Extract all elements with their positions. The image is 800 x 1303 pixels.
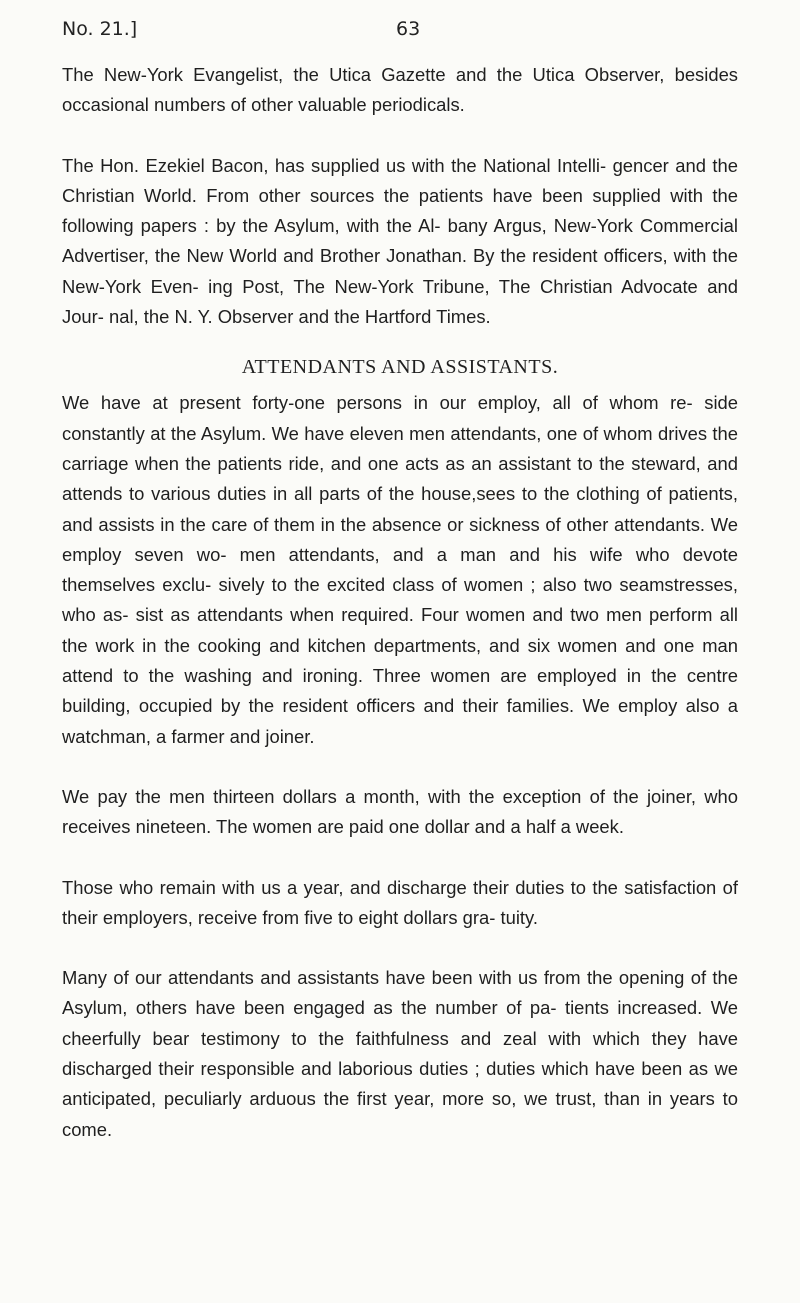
section-heading: ATTENDANTS AND ASSISTANTS. bbox=[241, 356, 559, 379]
paragraph-periodicals: The New-York Evangelist, the Utica Gazette and the Utica Observer, besides occasional numbers of other valuable periodicals. bbox=[62, 64, 738, 116]
page-body bbox=[62, 60, 738, 1175]
page-number: 63 bbox=[396, 18, 421, 40]
paragraph-gratuity: Those who remain with us a year, and discharge their duties to the satisfaction of their employers, receive from five to eight dollars gra- tuity. bbox=[62, 876, 738, 928]
report-number: No. 21.] bbox=[62, 18, 138, 40]
paragraph-testimony: Many of our attendants and assistants have been with us from the opening of the Asylum, others have been engaged as the number of pa- tients increased. We cheerfully bear testimony to the faithfulness and zeal with which they have discharged their responsible and laborious duties ; duties which have been as we anticipated, peculiarly arduous the first year, more so, we trust, than in years to come. bbox=[62, 967, 738, 1140]
paragraph-attendants: We have at present forty-one persons in our employ, all of whom re- side constantly at the Asylum. We have eleven men attendants, one of whom drives the carriage when the patients ride, and one acts as an assistant to the steward, and attends to various duties in all parts of the house,sees to the clothing of patients, and assists in the care of them in the absence or sickness of other attendants. We employ seven wo- men attendants, and a man and his wife who devote themselves exclu- sively to the excited class of women ; also two seamstresses, who as- sist as attendants when required. Four women and two men perform all the work in the cooking and kitchen departments, and six women and one man attend to the washing and ironing. Three women are employed in the centre building, occupied by the resident officers and their families. We employ also a watchman, a farmer and joiner. bbox=[62, 392, 738, 747]
page-header bbox=[62, 14, 800, 44]
paragraph-papers-supplied: The Hon. Ezekiel Bacon, has supplied us with the National Intelli- gencer and the Christian World. From other sources the patients have been supplied with the following papers : by the Asylum, with the Al- bany Argus, New-York Commercial Advertiser, the New World and Brother Jonathan. By the resident officers, with the New-York Even- ing Post, The New-York Tribune, The Christian Advocate and Jour- nal, the N. Y. Observer and the Hartford Times. bbox=[62, 154, 738, 328]
paragraph-wages: We pay the men thirteen dollars a month, with the exception of the joiner, who receives nineteen. The women are paid one dollar and a half a week. bbox=[62, 785, 738, 838]
